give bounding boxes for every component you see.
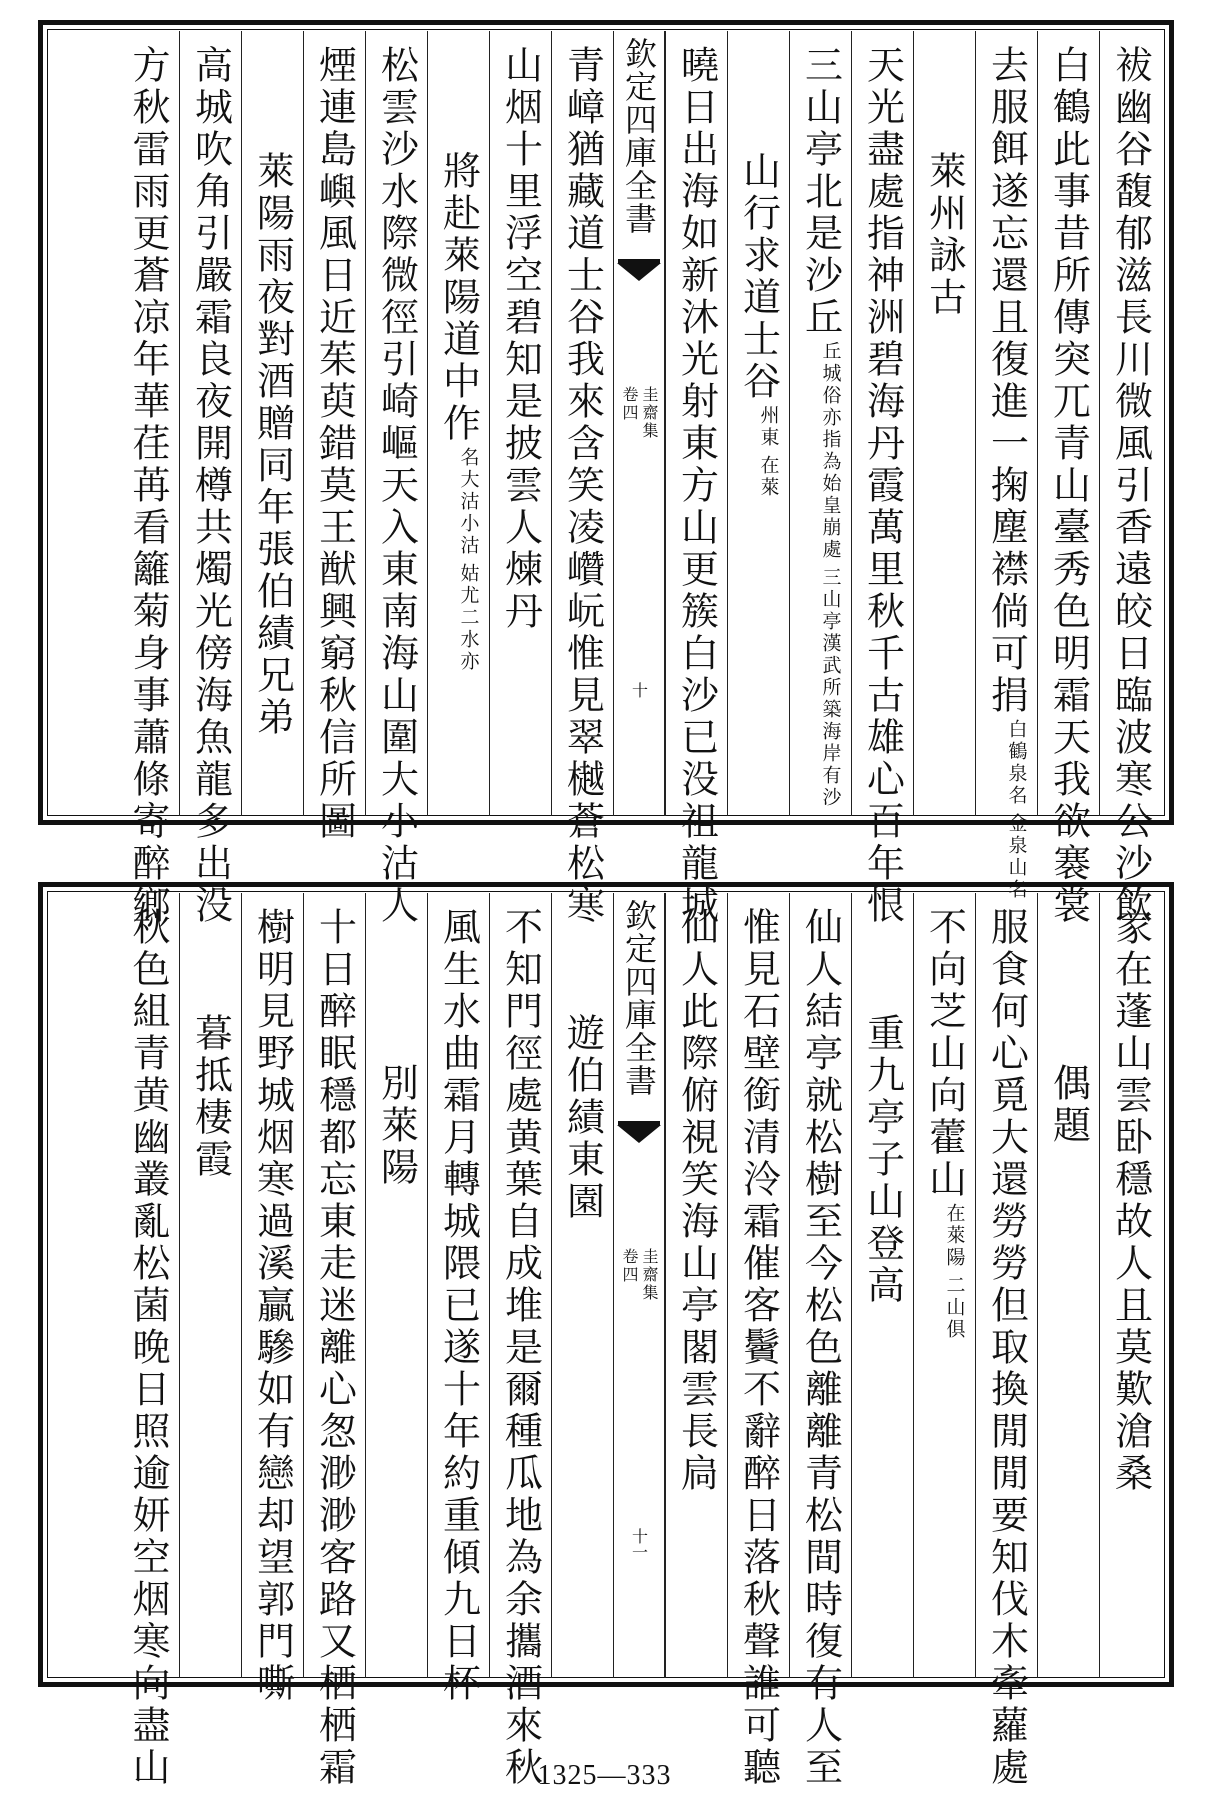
text-column [117,31,179,927]
text-column [489,893,551,1789]
main-text: 萊州詠古 [922,151,967,319]
main-text: 暮抵棲霞 [188,1013,233,1181]
column-text [674,907,719,1495]
column-text [498,907,543,1789]
text-column [851,31,913,927]
main-text: 偶題 [1046,1063,1091,1147]
column-text [250,907,295,1705]
main-text: 白鶴此事昔所傳突兀青山臺秀色明霜天我欲褰裳 [1046,45,1091,927]
page-gutter [613,31,665,816]
interlinear-note [759,405,778,499]
main-text: 仙人此際俯視笑海山亭閣雲長扃 [674,907,719,1495]
text-column [1037,31,1099,927]
column-text [374,45,419,927]
text-column [789,893,851,1789]
text-column [851,893,913,1678]
note-line: 二山俱 [943,1275,966,1341]
column-text [922,907,967,1341]
main-text: 秋色組青黄幽叢亂松菌晚日照逾妍空烟寒向盡山 [126,907,170,1789]
main-text: 萊陽雨夜對酒贈同年張伯績兄弟 [250,151,295,739]
gutter-book-info [621,1248,657,1302]
column-text [188,45,233,927]
note-line: 在萊陽 [943,1203,966,1269]
main-text: 遊伯績東園 [560,1013,605,1223]
note-line: 白鶴泉名 [1005,719,1028,807]
main-text: 樹明見野城烟寒過溪贏驂如有戀却望郭門嘶 [250,907,295,1705]
column-text [436,151,481,673]
page-gutter [613,893,665,1678]
text-column [1099,893,1161,1678]
upper-page [38,20,1174,927]
interlinear-note [1007,719,1026,901]
text-column [179,31,241,927]
main-text: 高城吹角引嚴霜良夜開樽共燭光傍海魚龍多出没 [188,45,233,927]
main-text: 曉日出海如新沐光射東方山更簇白沙已没祖龍城 [674,45,719,927]
main-text: 松雲沙水際微徑引崎嶇天入東南海山圍大小沽人 [374,45,419,927]
page-number: 1325—333 [537,1760,672,1791]
text-column [365,31,427,927]
main-text: 重九亭子山登高 [860,1013,905,1307]
main-text: 三山亭北是沙丘 [798,45,843,339]
main-text: 山烟十里浮空碧知是披雲人煉丹 [498,45,543,633]
note-line: 三山亭漢武所築海岸有沙 [819,567,842,809]
folio-number: 十一 [629,1528,649,1560]
text-column [975,31,1037,901]
text-column [303,893,365,1789]
column-text [126,45,170,927]
main-text: 袚幽谷馥郁滋長川微風引香遠皎日臨波寒公沙飲 [1108,45,1153,927]
note-line: 丘城俗亦指為始皇崩處 [819,341,842,561]
text-column [727,893,789,1789]
gutter-sub-label: 圭齋集 [640,1248,659,1302]
column-text [1108,45,1153,927]
main-text: 別萊陽 [374,1063,419,1189]
interlinear-note [821,341,840,809]
fishtail-mark [614,259,664,285]
text-column [913,31,975,816]
column-text [188,1013,233,1181]
text-column [665,31,727,927]
text-column [975,893,1037,1789]
folio-number: 十 [629,682,649,698]
text-column [1099,31,1161,927]
note-line: 金泉山名 [1005,813,1028,901]
column-text [736,907,781,1789]
gutter-sub-label: 圭齋集 [640,386,659,440]
text-column [241,31,303,816]
text-column [1037,893,1099,1678]
column-text [560,45,605,927]
column-text [312,907,357,1789]
main-text: 天光盡處指神洲碧海丹霞萬里秋千古雄心百年恨 [860,45,905,927]
gutter-book-info [621,386,657,440]
text-column [665,893,727,1678]
main-text: 仙人結亭就松樹至今松色離離青松間時復有人至 [798,907,843,1789]
column-text [498,45,543,633]
column-text [984,45,1029,901]
column-text [126,907,170,1789]
column-text [984,907,1029,1789]
column-text [922,151,967,319]
text-column [789,31,851,816]
main-text: 風生水曲霜月轉城隈已遂十年約重傾九日杯 [436,907,481,1705]
fishtail-mark [614,1121,664,1147]
column-text [374,1063,419,1189]
column-text [1046,1063,1091,1147]
main-text: 山行求道士谷 [736,151,781,403]
main-text: 惟見石壁銜清泠霜催客鬢不辭醉日落秋聲誰可聽 [736,907,781,1789]
gutter-title: 欽定四庫全書 [620,899,658,1097]
main-text: 家在蓬山雲卧穩故人且莫歎滄桑 [1108,907,1153,1495]
column-text [1108,907,1153,1495]
text-column [551,31,613,927]
main-text: 方秋雷雨更蒼凉年華荏苒看籬菊身事蕭條寄醉鄉 [126,45,170,927]
text-column [241,893,303,1705]
column-text [1046,45,1091,927]
column-text [860,45,905,927]
main-text: 十日醉眠穩都忘東走迷離心怱渺渺客路又栖栖霜 [312,907,357,1789]
main-text: 服食何心覓大還勞勞但取換閒閒要知伐木牽蘿處 [984,907,1029,1789]
main-text: 煙連島嶼風日近茱萸錯莫王猷興窮秋信所圖 [312,45,357,843]
text-column [303,31,365,843]
main-text: 去服餌遂忘還且復進一掬塵襟倘可捐 [984,45,1029,717]
column-text [436,907,481,1705]
column-text [560,1013,605,1223]
text-column [427,31,489,816]
note-line: 州東 [757,405,780,449]
main-text: 不向芝山向藿山 [922,907,967,1201]
column-text [860,1013,905,1307]
note-line: 名大沽小沽 [457,447,480,557]
gutter-sub-label: 卷四 [620,386,639,422]
main-text: 青嶂猶藏道士谷我來含笑凌巑岏惟見翠樾蒼松寒 [560,45,605,927]
column-text [798,45,843,809]
text-column [551,893,613,1678]
column-text [312,45,357,843]
gutter-title: 欽定四庫全書 [620,37,658,235]
text-column [427,893,489,1705]
interlinear-note [945,1203,964,1341]
note-line: 姑尤二水亦 [457,563,480,673]
interlinear-note [459,447,478,673]
main-text: 不知門徑處黄葉自成堆是爾種瓜地為余攜酒來秋 [498,907,543,1789]
text-column [913,893,975,1678]
text-column [489,31,551,816]
text-column [365,893,427,1678]
column-text [250,151,295,739]
column-text [674,45,719,927]
gutter-sub-label: 卷四 [620,1248,639,1284]
column-text [798,907,843,1789]
text-column [179,893,241,1678]
text-column [117,893,179,1789]
main-text: 將赴萊陽道中作 [436,151,481,445]
column-text [736,151,781,499]
text-column [727,31,789,816]
note-line: 在萊 [757,455,780,499]
